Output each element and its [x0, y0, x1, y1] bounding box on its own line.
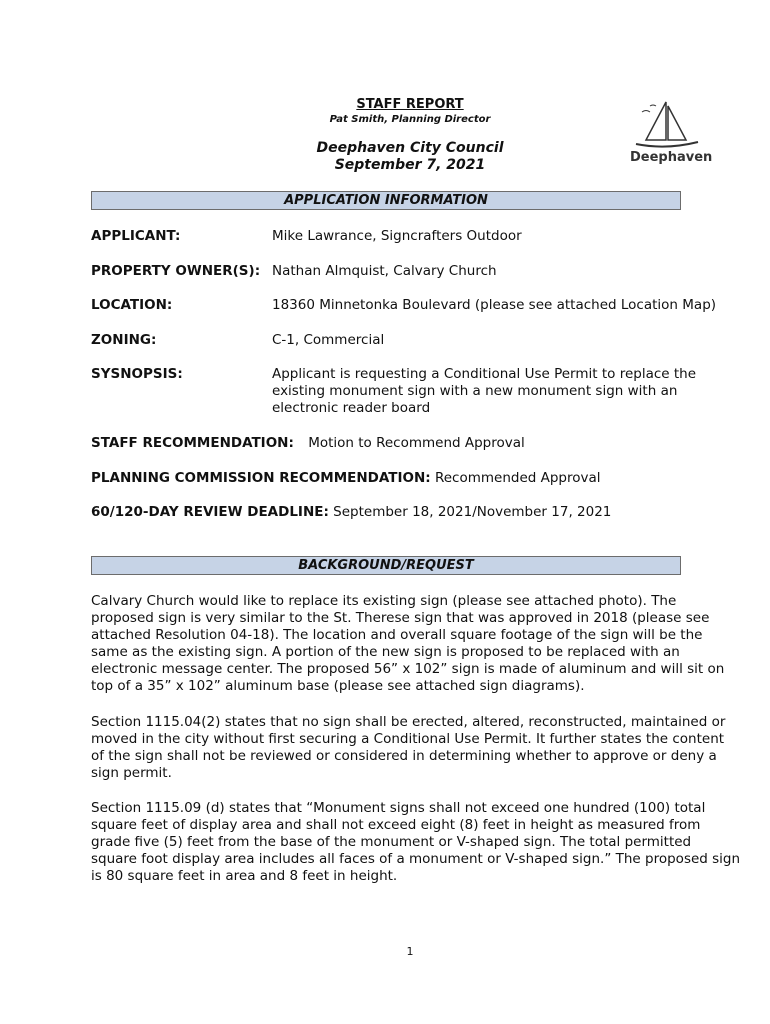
page-number: 1	[406, 945, 414, 958]
pc-recommendation-value: Recommended Approval	[434, 470, 601, 486]
pc-recommendation	[91, 470, 601, 486]
background-paragraph-2: Section 1115.04(2) states that no sign shall be erected, altered, reconstructed, maintained or moved in the city without first securing a Conditional Use Permit. It further states the content of the sign shall not be reviewed or considered in determining whether to approve or deny a sign permit.	[91, 714, 726, 781]
pc-recommendation-label: PLANNING COMMISSION RECOMMENDATION:	[91, 470, 431, 486]
report-title: STAFF REPORT	[356, 97, 464, 112]
review-deadline-value: September 18, 2021/November 17, 2021	[333, 504, 612, 520]
application-info-banner: APPLICATION INFORMATION	[91, 191, 681, 210]
owner-label: PROPERTY OWNER(S):	[91, 263, 261, 279]
applicant-value: Mike Lawrance, Signcrafters Outdoor	[272, 228, 522, 244]
staff-recommendation	[91, 435, 525, 451]
logo-text: Deephaven	[630, 150, 713, 165]
synopsis-label: SYSNOPSIS:	[91, 366, 183, 382]
staff-recommendation-value: Motion to Recommend Approval	[308, 435, 525, 451]
location-label: LOCATION:	[91, 297, 173, 313]
applicant-label: APPLICANT:	[91, 228, 181, 244]
synopsis-value: Applicant is requesting a Conditional Use Permit to replace the existing monument sign with a new monument sign with an electronic reader board	[272, 366, 697, 416]
background-paragraph-3: Section 1115.09 (d) states that “Monument signs shall not exceed one hundred (100) total square feet of display area and shall not exceed eight (8) feet in height as measured from grade five (5) feet from the base of the monument or V-shaped sign. The total permitted square foot display area includes all faces of a monument or V-shaped sign.” The proposed sign is 80 square feet in area and 8 feet in height.	[91, 800, 741, 884]
location-value: 18360 Minnetonka Boulevard (please see attached Location Map)	[272, 297, 717, 313]
report-author: Pat Smith, Planning Director	[329, 114, 491, 125]
zoning-label: ZONING:	[91, 332, 157, 348]
sailboat-logo-icon	[622, 100, 708, 152]
background-banner: BACKGROUND/REQUEST	[91, 556, 681, 575]
background-paragraph-1: Calvary Church would like to replace its existing sign (please see attached photo). The proposed sign is very similar to the St. Therese sign that was approved in 2018 (please see attached Resolution 04-18). The location and overall square footage of the sign will be the same as the existing sign. A portion of the new sign is proposed to be replaced with an electronic message center. The proposed 56” x 102” sign is made of aluminum and will sit on top of a 35” x 102” aluminum base (please see attached sign diagrams).	[91, 593, 725, 694]
staff-recommendation-label: STAFF RECOMMENDATION:	[91, 435, 294, 451]
owner-value: Nathan Almquist, Calvary Church	[272, 263, 497, 279]
zoning-value: C-1, Commercial	[272, 332, 385, 348]
review-deadline-label: 60/120-DAY REVIEW DEADLINE:	[91, 504, 329, 520]
deephaven-logo	[622, 100, 713, 172]
review-deadline	[91, 504, 611, 520]
meeting-date: September 7, 2021	[334, 157, 486, 173]
council-name: Deephaven City Council	[316, 140, 504, 156]
